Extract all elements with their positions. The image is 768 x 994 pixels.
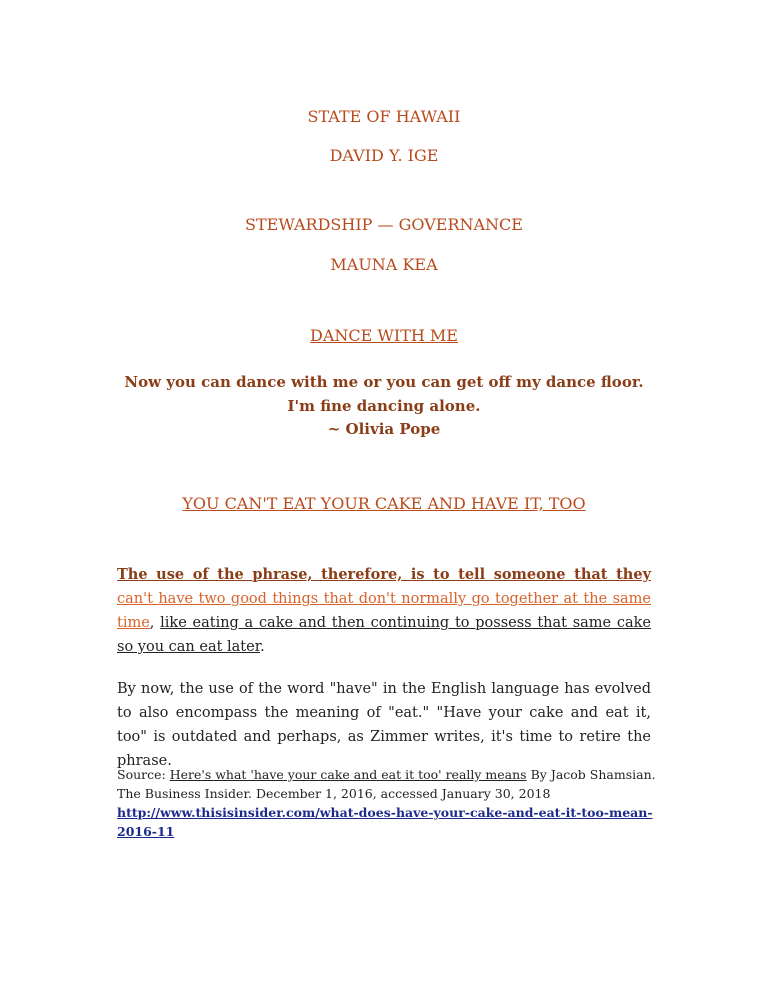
paragraph-1 xyxy=(117,563,651,659)
paragraph-2: By now, the use of the word "have" in the English language has evolved to also encompass the meaning of "eat." "Have your cake and eat it, too" is outdated and perhaps, as Zimmer writes, it's time to retire the phrase. xyxy=(117,681,651,769)
paragraph-1-tail: like eating a cake and then continuing to possess that same cake so you can eat later xyxy=(117,615,651,655)
source-title-link[interactable]: Here's what 'have your cake and eat it too' really means xyxy=(169,767,527,782)
paragraph-1-comma: , xyxy=(149,615,155,631)
section-title: YOU CAN'T EAT YOUR CAKE AND HAVE IT, TOO xyxy=(182,494,586,513)
paragraph-1-lead: The use of the phrase, therefore, is to tell someone that they xyxy=(117,566,651,583)
source-url-link[interactable]: http://www.thisisinsider.com/what-does-have-your-cake-and-eat-it-too-mean-2016-11 xyxy=(117,805,653,839)
source-prefix: Source: xyxy=(117,767,166,782)
dance-title: DANCE WITH ME xyxy=(310,326,458,345)
header-mauna-kea: MAUNA KEA xyxy=(330,255,438,274)
quote-line-1: Now you can dance with me or you can get off my dance floor. xyxy=(124,373,644,391)
header-state: STATE OF HAWAII xyxy=(307,107,461,126)
paragraph-1-highlight: can't have two good things that don't normally go together at the same time xyxy=(117,591,651,631)
quote-attribution: ~ Olivia Pope xyxy=(327,420,441,438)
header-stewardship: STEWARDSHIP — GOVERNANCE xyxy=(245,215,523,234)
source-publication: The Business Insider. December 1, 2016, accessed January 30, 2018 xyxy=(117,786,551,801)
source-citation xyxy=(117,765,657,841)
paragraph-1-end: . xyxy=(260,639,265,655)
source-author: By Jacob Shamsian. xyxy=(530,767,656,782)
quote-line-2: I'm fine dancing alone. xyxy=(287,397,481,415)
header-governor: DAVID Y. IGE xyxy=(329,146,439,165)
